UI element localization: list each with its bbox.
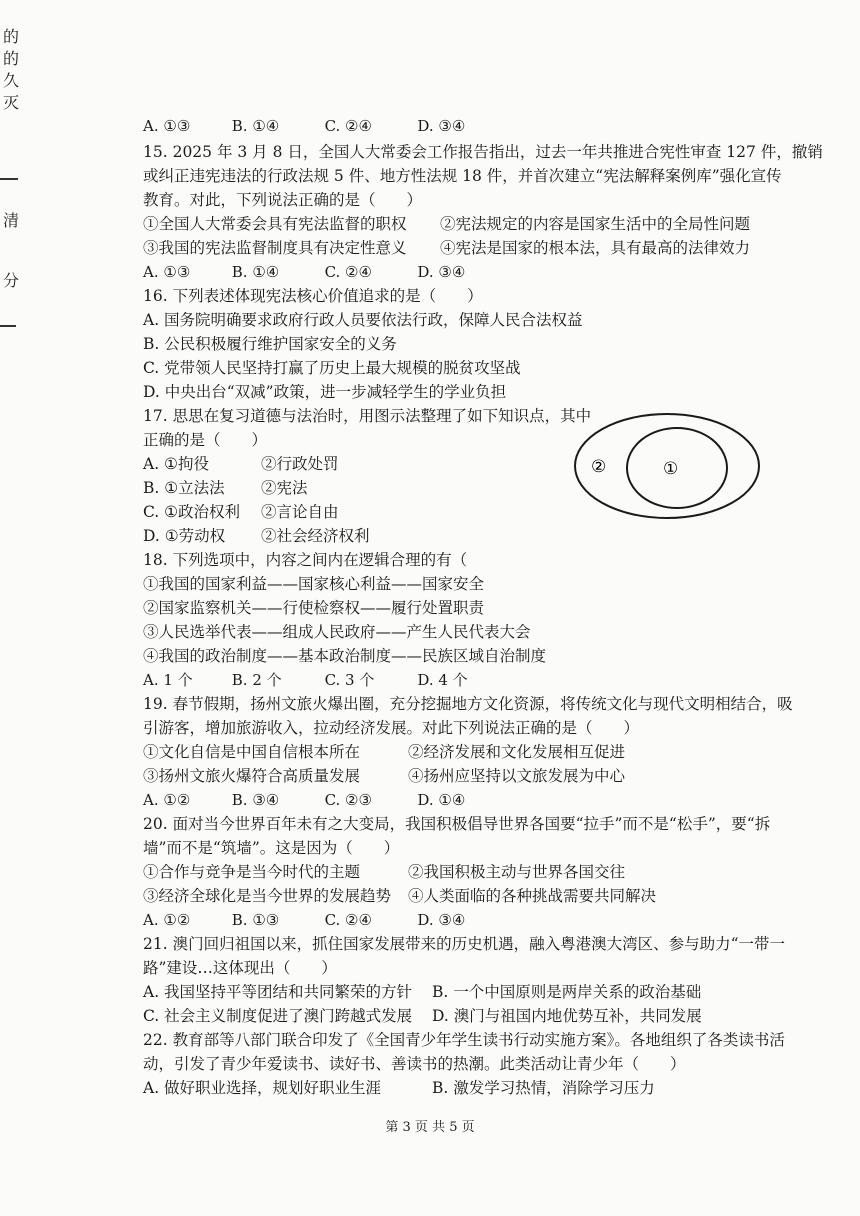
q17-option-b-second: ②宪法 (261, 479, 308, 497)
q15-stem-line: 教育。对此，下列说法正确的是（ ） (143, 191, 423, 209)
margin-char: 的 (3, 27, 20, 46)
q15-item: ①全国人大常委会具有宪法监督的职权 (143, 215, 407, 233)
q20-option-c: C. ②④ (324, 911, 372, 929)
q22-option-a: A. 做好职业选择，规划好职业生涯 (143, 1079, 382, 1097)
q21-option-d: D. 澳门与祖国内地优势互补，共同发展 (432, 1007, 702, 1025)
margin-char: 灭 (3, 93, 20, 112)
q19-stem-line: 引游客，增加旅游收入，拉动经济发展。对此下列说法正确的是（ ） (143, 719, 640, 737)
margin-char: 的 (3, 49, 20, 68)
q17-option-c-first: C. ①政治权利 (143, 503, 241, 521)
q18-item: ②国家监察机关——行使检察权——履行处置职责 (143, 599, 485, 617)
q19-item: ②经济发展和文化发展相互促进 (408, 743, 626, 761)
margin-char: 久 (3, 71, 20, 90)
q19-item: ③扬州文旅火爆符合高质量发展 (143, 767, 361, 785)
q20-option-d: D. ③④ (417, 911, 466, 929)
q22-option-b: B. 激发学习热情，消除学习压力 (432, 1079, 655, 1097)
margin-line (0, 178, 18, 180)
q17-option-d-first: D. ①劳动权 (143, 527, 226, 545)
q17-option-a (143, 452, 339, 476)
q15-item: ④宪法是国家的根本法，具有最高的法律效力 (440, 239, 751, 257)
q16-option-a: A. 国务院明确要求政府行政人员要依法行政，保障人民合法权益 (143, 311, 583, 329)
q15-options (143, 260, 465, 284)
q17-option-d-second: ②社会经济权利 (261, 527, 370, 545)
q21-stem-line: 路”建设…这体现出（ ） (143, 959, 337, 977)
q17-option-c-second: ②言论自由 (261, 503, 339, 521)
q14-option-d: D. ③④ (417, 117, 466, 135)
q18-option-d: D. 4 个 (417, 671, 468, 689)
q17-option-d (143, 524, 370, 548)
q16-option-d: D. 中央出台“双减”政策，进一步减轻学生的学业负担 (143, 383, 507, 401)
q20-item: ④人类面临的各种挑战需要共同解决 (408, 887, 657, 905)
q19-option-a: A. ①② (143, 791, 191, 809)
page-footer: 第 3 页 共 5 页 (385, 1120, 475, 1135)
q21-option-a: A. 我国坚持平等团结和共同繁荣的方针 (143, 983, 413, 1001)
q16-option-c: C. 党带领人民坚持打赢了历史上最大规模的脱贫攻坚战 (143, 359, 521, 377)
q18-option-c: C. 3 个 (324, 671, 375, 689)
q17-option-b-first: B. ①立法法 (143, 479, 225, 497)
q15-option-c: C. ②④ (324, 263, 372, 281)
q19-option-d: D. ①④ (417, 791, 466, 809)
q20-option-a: A. ①② (143, 911, 191, 929)
q19-option-c: C. ②③ (324, 791, 372, 809)
q17-venn-diagram (571, 408, 771, 528)
margin-strip (0, 0, 26, 1216)
q18-item: ④我国的政治制度——基本政治制度——民族区域自治制度 (143, 647, 547, 665)
q17-option-a-first: A. ①拘役 (143, 455, 209, 473)
margin-char: 分 (3, 271, 20, 290)
q15-stem-line: 15. 2025 年 3 月 8 日，全国人大常委会工作报告指出，过去一年共推进合宪性审查 127 件，撤销 (143, 143, 823, 161)
q15-option-d: D. ③④ (417, 263, 466, 281)
q19-options (143, 788, 465, 812)
q20-stem-line: 20. 面对当今世界百年未有之大变局，我国积极倡导世界各国要“拉手”而不是“松手”，要“拆 (143, 815, 771, 833)
q19-stem-line: 19. 春节假期，扬州文旅火爆出圈，充分挖掘地方文化资源，将传统文化与现代文明相结合，吸 (143, 695, 793, 713)
q14-option-b: B. ①④ (231, 117, 280, 135)
q15-option-b: B. ①④ (231, 263, 280, 281)
q19-option-b: B. ③④ (231, 791, 280, 809)
q16-option-b: B. 公民积极履行维护国家安全的义务 (143, 335, 397, 353)
q20-item: ②我国积极主动与世界各国交往 (408, 863, 626, 881)
q20-option-b: B. ①③ (231, 911, 280, 929)
q19-item: ④扬州应坚持以文旅发展为中心 (408, 767, 626, 785)
q14-options (143, 114, 465, 138)
q20-stem-line: 墙”而不是“筑墙”。这是因为（ ） (143, 839, 400, 857)
q15-stem-line: 或纠正违宪违法的行政法规 5 件、地方性法规 18 件，并首次建立“宪法解释案例库”强化宣传 (143, 167, 782, 185)
venn-inner-label: ① (663, 459, 679, 479)
q15-item: ②宪法规定的内容是国家生活中的全局性问题 (440, 215, 751, 233)
q18-item: ③人民选举代表——组成人民政府——产生人民代表大会 (143, 623, 531, 641)
q17-stem-line: 17. 思思在复习道德与法治时，用图示法整理了如下知识点，其中 (143, 407, 592, 425)
q14-option-a: A. ①③ (143, 117, 191, 135)
q20-item: ①合作与竞争是当今时代的主题 (143, 863, 361, 881)
q20-options (143, 908, 465, 932)
margin-char: 清 (3, 211, 20, 230)
q21-option-c: C. 社会主义制度促进了澳门跨越式发展 (143, 1007, 413, 1025)
venn-outer-label: ② (591, 457, 607, 477)
q15-item: ③我国的宪法监督制度具有决定性意义 (143, 239, 407, 257)
q16-stem: 16. 下列表述体现宪法核心价值追求的是（ ） (143, 287, 483, 305)
q18-options (143, 668, 468, 692)
q21-stem-line: 21. 澳门回归祖国以来，抓住国家发展带来的历史机遇，融入粤港澳大湾区、参与助力“一带一 (143, 935, 786, 953)
q18-option-a: A. 1 个 (143, 671, 193, 689)
q14-option-c: C. ②④ (324, 117, 372, 135)
q18-option-b: B. 2 个 (231, 671, 282, 689)
q21-option-b: B. 一个中国原则是两岸关系的政治基础 (432, 983, 702, 1001)
q15-option-a: A. ①③ (143, 263, 191, 281)
q20-item: ③经济全球化是当今世界的发展趋势 (143, 887, 392, 905)
q22-stem-line: 22. 教育部等八部门联合印发了《全国青少年学生读书行动实施方案》。各地组织了各类读书活 (143, 1031, 785, 1049)
q17-option-b (143, 476, 308, 500)
q18-item: ①我国的国家利益——国家核心利益——国家安全 (143, 575, 485, 593)
margin-line (0, 325, 16, 327)
q17-option-a-second: ②行政处罚 (261, 455, 339, 473)
q19-item: ①文化自信是中国自信根本所在 (143, 743, 361, 761)
q18-stem: 18. 下列选项中，内容之间内在逻辑合理的有（ (143, 551, 468, 569)
q22-stem-line: 动，引发了青少年爱读书、读好书、善读书的热潮。此类活动让青少年（ ） (143, 1055, 686, 1073)
q17-option-c (143, 500, 339, 524)
q17-stem-line: 正确的是（ ） (143, 431, 268, 449)
